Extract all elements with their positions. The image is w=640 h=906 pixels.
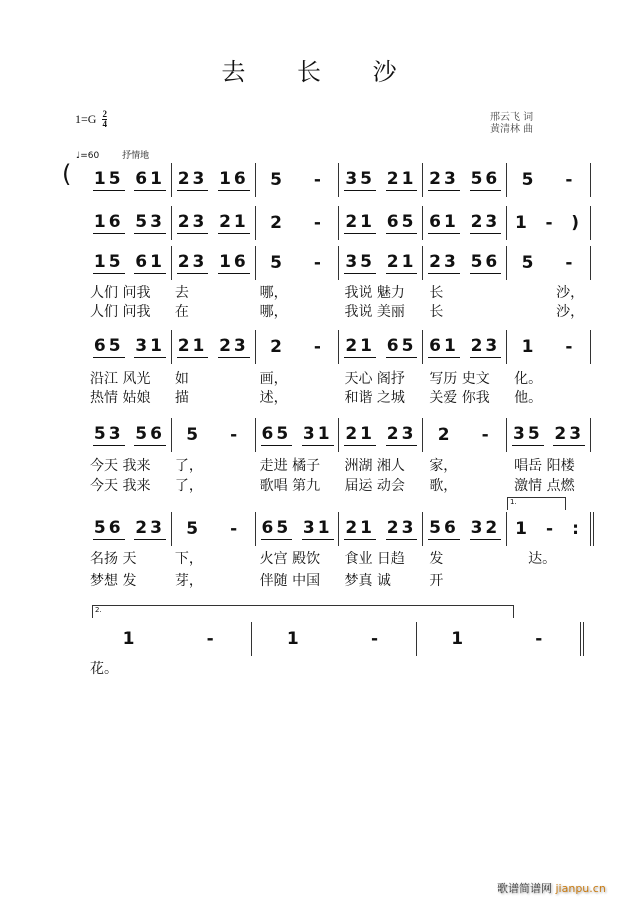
lyric: 开	[429, 573, 444, 589]
measure	[88, 622, 252, 656]
time-top: 2	[102, 109, 107, 119]
lyric	[512, 570, 597, 590]
lyric: 洲湖 湘人	[344, 458, 405, 474]
lyric: 歌唱 第九	[259, 478, 321, 494]
watermark	[497, 880, 606, 896]
lyric-line	[88, 368, 597, 388]
note-group: 61	[135, 252, 165, 272]
note-group: 23	[429, 252, 459, 272]
lyric: 去	[174, 285, 189, 301]
measure	[423, 246, 507, 280]
lyric: 达。	[514, 551, 557, 567]
note-group: 21	[345, 212, 376, 232]
measure	[339, 206, 423, 240]
measure	[339, 330, 423, 364]
lyric: 天心 阁抒	[344, 371, 405, 387]
note-group: 23	[135, 518, 165, 538]
measure	[256, 512, 340, 546]
note-group: 23	[219, 336, 249, 356]
expression: 抒情地	[122, 151, 150, 161]
staff-system	[88, 418, 591, 452]
staff-system	[88, 330, 591, 364]
note-group: -	[565, 252, 576, 273]
note-group: 21	[386, 252, 417, 272]
lyric: 今天 我来	[90, 478, 151, 494]
measure	[423, 512, 507, 546]
measure	[172, 206, 256, 240]
note-group: 15	[93, 169, 124, 189]
note-group: 65	[386, 212, 417, 232]
note-group: 21	[345, 424, 376, 444]
lyric: 发	[429, 551, 444, 567]
measure	[339, 418, 423, 452]
note-group: 35	[345, 252, 376, 272]
measure	[507, 206, 591, 240]
measure	[256, 330, 340, 364]
note-group: 5	[270, 252, 285, 273]
lyric-line	[88, 548, 597, 568]
lyric: 我说 魅力	[344, 285, 405, 301]
lyric: 火宫 殿饮	[259, 551, 321, 567]
lyric: 在	[174, 304, 189, 320]
lyric: 化。	[514, 371, 543, 387]
lyric	[419, 658, 584, 678]
measure	[507, 418, 591, 452]
note-group: 2	[270, 212, 285, 233]
lyricist: 邢云飞 词	[490, 112, 534, 123]
measure	[256, 418, 340, 452]
note-group: 23	[429, 169, 459, 189]
lyric: 长	[429, 285, 444, 301]
measure	[88, 330, 172, 364]
note-group: -	[481, 424, 492, 445]
note-group: 31	[302, 518, 333, 538]
lyric: 人们 问我	[90, 285, 151, 301]
lyric: 沙，	[514, 285, 585, 301]
key-signature	[75, 110, 107, 129]
staff-system	[88, 163, 591, 197]
lyric-line	[88, 570, 597, 590]
measure	[339, 512, 423, 546]
watermark-cn: 歌谱简谱网	[497, 882, 552, 895]
measure	[423, 330, 507, 364]
measure	[423, 418, 507, 452]
lyric: 下，	[174, 551, 203, 567]
lyric: 如	[174, 371, 189, 387]
note-group: -	[370, 628, 382, 649]
lyric: 梦真 诚	[344, 573, 391, 589]
volta-2: 2.	[92, 605, 514, 618]
lyric-line	[88, 301, 597, 321]
note-group: 31	[135, 336, 165, 356]
note-group: 21	[386, 169, 417, 189]
tempo	[76, 148, 149, 161]
lyric: 芽，	[174, 573, 203, 589]
note-group: 16	[219, 169, 249, 189]
lyric: 沿江 风光	[90, 371, 151, 387]
note-group: 15	[93, 252, 124, 272]
note-group: 21	[345, 518, 376, 538]
note-group: 1	[451, 628, 467, 649]
lyric: 和谐 之城	[344, 390, 405, 406]
staff-system	[88, 206, 591, 240]
measure	[507, 330, 591, 364]
lyric: 哪，	[259, 285, 288, 301]
note-group: 61	[429, 336, 459, 356]
note-group: 2	[270, 336, 285, 357]
measure	[256, 246, 340, 280]
note-group: 1	[521, 336, 537, 357]
note-group: 23	[177, 169, 208, 189]
note-group: 61	[429, 212, 459, 232]
note-group: 65	[261, 518, 292, 538]
tempo-mark: ♩=60	[76, 151, 100, 161]
note-group: 1	[515, 518, 530, 539]
volta-1: 1.	[507, 497, 566, 510]
note-group: 56	[429, 518, 459, 538]
note-group: 21	[177, 336, 208, 356]
note-group: 5	[521, 252, 537, 273]
measure	[252, 622, 416, 656]
measure	[172, 418, 256, 452]
note-group: 16	[93, 212, 124, 232]
staff-system	[88, 512, 594, 546]
measure	[256, 206, 340, 240]
note-group: 1	[514, 212, 530, 233]
note-group: 23	[554, 424, 585, 444]
note-group: 23	[470, 336, 501, 356]
lyric: 画，	[259, 371, 288, 387]
lyric: 伴随 中国	[259, 573, 321, 589]
watermark-url: jianpu.cn	[555, 882, 606, 895]
note-group: 53	[135, 212, 165, 232]
note-group: 31	[302, 424, 333, 444]
credits	[490, 112, 533, 136]
measure	[423, 206, 507, 240]
lyric-line	[88, 475, 597, 495]
note-group: 5	[186, 424, 202, 445]
note-group: -	[535, 628, 546, 649]
measure	[172, 246, 256, 280]
measure	[88, 512, 172, 546]
lyric: 届运 动会	[344, 478, 405, 494]
lyric-line	[88, 387, 597, 407]
measure	[172, 512, 256, 546]
measure	[423, 163, 507, 197]
lyric: 了，	[174, 458, 203, 474]
time-signature	[102, 110, 107, 129]
lyric: 描	[174, 390, 189, 406]
lyric: 写历 史文	[429, 371, 490, 387]
lyric-line	[88, 455, 597, 475]
note-group: -	[313, 169, 324, 190]
note-group: 61	[135, 169, 165, 189]
song-title: 去 长 沙	[221, 58, 419, 86]
note-group: -	[230, 518, 241, 539]
measure	[339, 246, 423, 280]
lyric: 食业 日趋	[344, 551, 405, 567]
note-group: 35	[345, 169, 376, 189]
note-group: 23	[386, 424, 417, 444]
note-group: 23	[177, 212, 208, 232]
lyric: 哪，	[259, 304, 288, 320]
note-group: 65	[261, 424, 292, 444]
note-group: 5	[186, 518, 202, 539]
lyric: 歌，	[429, 478, 458, 494]
lyric: 沙，	[514, 304, 585, 320]
note-group: 65	[93, 336, 124, 356]
staff-system	[88, 246, 591, 280]
lyric: 热情 姑娘	[90, 390, 151, 406]
measure	[507, 163, 591, 197]
measure	[88, 246, 172, 280]
note-group: -	[230, 424, 241, 445]
note-group: 23	[470, 212, 501, 232]
note-group: 23	[177, 252, 208, 272]
lyric-line	[88, 282, 597, 302]
note-group: 16	[219, 252, 249, 272]
note-group: -	[565, 169, 576, 190]
measure	[172, 163, 256, 197]
note-group: )	[571, 212, 583, 233]
lyric: 他。	[514, 390, 543, 406]
note-group: 32	[470, 518, 501, 538]
lyric: 我说 美丽	[344, 304, 405, 320]
lyric: 家，	[429, 458, 458, 474]
note-group: 1	[122, 628, 138, 649]
measure	[256, 163, 340, 197]
note-group: -	[313, 212, 324, 233]
measure	[507, 246, 591, 280]
note-group: 21	[345, 336, 376, 356]
note-group: -	[565, 336, 576, 357]
note-group: 1	[286, 628, 302, 649]
note-group: -	[313, 336, 324, 357]
note-group: 53	[93, 424, 124, 444]
lyric: 了，	[174, 478, 203, 494]
note-group: 56	[135, 424, 165, 444]
lyric: 长	[429, 304, 444, 320]
lyric-line	[88, 658, 584, 678]
note-group: 56	[93, 518, 124, 538]
open-paren: (	[62, 160, 72, 188]
lyric: 花。	[90, 661, 118, 677]
note-group: 23	[386, 518, 417, 538]
note-group: :	[572, 518, 582, 539]
note-group: 65	[386, 336, 417, 356]
note-group: 56	[470, 169, 501, 189]
note-group: -	[545, 212, 556, 233]
measure	[507, 512, 594, 546]
lyric: 关爱 你我	[429, 390, 490, 406]
measure	[88, 418, 172, 452]
time-bottom: 4	[102, 119, 107, 129]
note-group: -	[313, 252, 324, 273]
measure	[88, 163, 172, 197]
note-group: 35	[513, 424, 543, 444]
note-group: 5	[521, 169, 537, 190]
note-group: 21	[219, 212, 249, 232]
staff-system	[88, 622, 584, 656]
note-group: -	[206, 628, 217, 649]
lyric: 今天 我来	[90, 458, 151, 474]
note-group: 5	[270, 169, 285, 190]
lyric: 人们 问我	[90, 304, 151, 320]
lyric	[253, 658, 418, 678]
lyric: 唱岳 阳楼	[514, 458, 575, 474]
note-group: -	[546, 518, 557, 539]
measure	[417, 622, 584, 656]
lyric: 述，	[259, 390, 288, 406]
note-group: 56	[470, 252, 501, 272]
lyric: 名扬 天	[90, 551, 137, 567]
note-group: 2	[437, 424, 453, 445]
measure	[339, 163, 423, 197]
composer: 黄清林 曲	[490, 124, 534, 135]
lyric: 激情 点燃	[514, 478, 575, 494]
measure	[172, 330, 256, 364]
key: 1=G	[75, 112, 97, 126]
measure	[88, 206, 172, 240]
lyric: 梦想 发	[90, 573, 137, 589]
lyric: 走进 橘子	[259, 458, 321, 474]
